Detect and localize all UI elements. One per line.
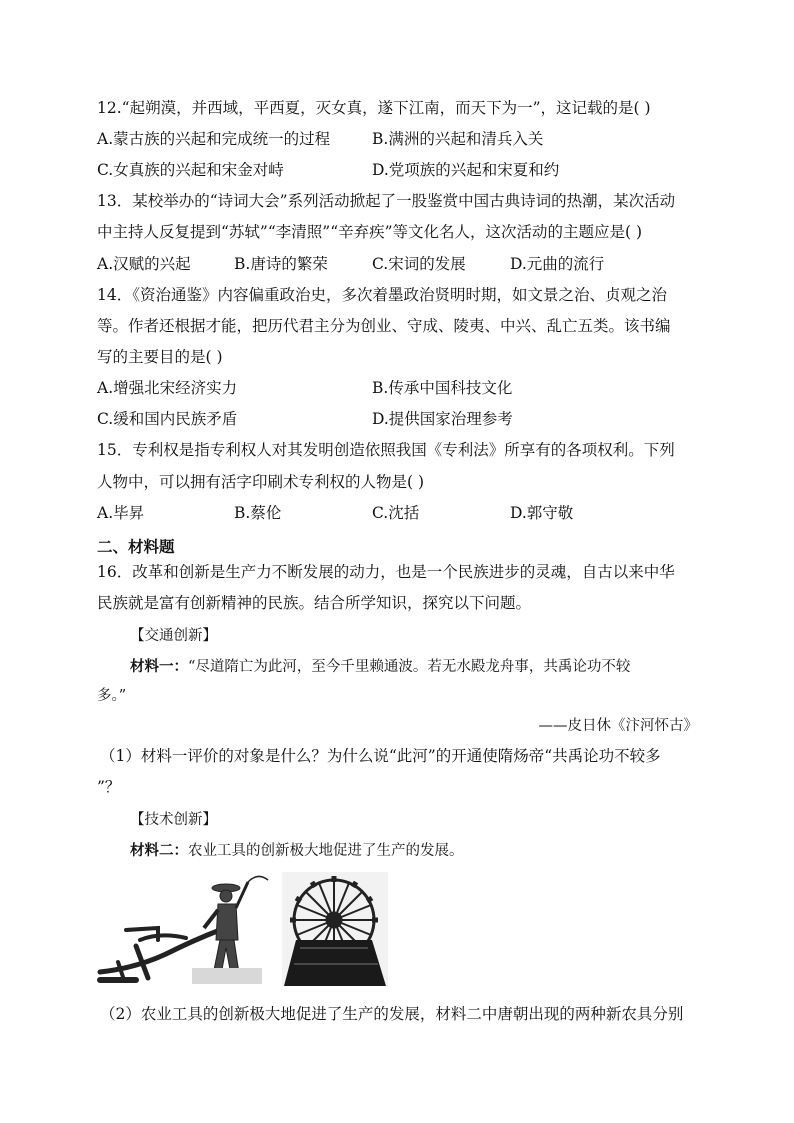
q12-option-b[interactable]: B.满洲的兴起和清兵入关 <box>372 130 544 148</box>
q13-option-a[interactable]: A.汉赋的兴起 <box>97 255 191 273</box>
material-one <box>130 657 630 677</box>
q14-option-b[interactable]: B.传承中国科技文化 <box>372 379 513 397</box>
material-one-text-line2: 多。” <box>97 688 127 704</box>
q14-option-a[interactable]: A.增强北宋经济实力 <box>97 379 238 397</box>
sub-question-2-line1: （2）农业工具的创新极大地促进了生产的发展，材料二中唐朝出现的两种新农具分别 <box>100 1005 684 1023</box>
q14-stem-line1: 14．《资治通鉴》内容偏重政治史，多次着墨政治贤明时期，如文景之治、贞观之治 <box>97 286 667 304</box>
q15-option-a[interactable]: A.毕昇 <box>97 504 145 522</box>
sub-question-1-line1: （1）材料一评价的对象是什么？为什么说“此河”的开通使隋炀帝“共禹论功不较多 <box>100 747 661 765</box>
q13-option-b[interactable]: B.唐诗的繁荣 <box>234 255 328 273</box>
farm-tools-illustration <box>96 868 388 990</box>
q16-stem-line1: 16．改革和创新是生产力不断发展的动力，也是一个民族进步的灵魂，自古以来中华 <box>97 563 675 581</box>
farmer-figure <box>204 876 268 980</box>
q12-stem: 12.“起朔漠，并西域，平西夏，灭女真，遂下江南，而天下为一”，这记载的是( ) <box>97 99 651 117</box>
material-heading-technology: 【技术创新】 <box>130 812 217 828</box>
q12-option-d[interactable]: D.党项族的兴起和宋夏和约 <box>372 161 560 179</box>
material-two-text: 农业工具的创新极大地促进了生产的发展。 <box>188 843 464 859</box>
material-one-label: 材料一： <box>130 658 188 675</box>
q12-option-a[interactable]: A.蒙古族的兴起和完成统一的过程 <box>97 130 331 148</box>
q13-option-c[interactable]: C.宋词的发展 <box>372 255 466 273</box>
field-ground <box>192 968 262 984</box>
q15-option-b[interactable]: B.蔡伦 <box>234 504 282 522</box>
q15-option-c[interactable]: C.沈括 <box>372 504 420 522</box>
section-title: 二、材料题 <box>97 537 175 556</box>
q14-stem-line3: 写的主要目的是( ) <box>97 348 223 366</box>
material-heading-transport: 【交通创新】 <box>130 628 217 644</box>
material-one-source: ——皮日休《汴河怀古》 <box>538 718 698 734</box>
q12-option-c[interactable]: C.女真族的兴起和宋金对峙 <box>97 161 284 179</box>
q13-option-d[interactable]: D.元曲的流行 <box>510 255 605 273</box>
q15-stem-line2: 人物中，可以拥有活字印刷术专利权的人物是( ) <box>97 473 425 491</box>
q14-option-c[interactable]: C.缓和国内民族矛盾 <box>97 410 238 428</box>
q15-stem-line1: 15．专利权是指专利权人对其发明创造依照我国《专利法》所享有的各项权利。下列 <box>97 441 675 459</box>
sub-question-1-line2: ”？ <box>97 778 121 796</box>
water-wheel-icon <box>282 872 388 986</box>
q14-option-d[interactable]: D.提供国家治理参考 <box>372 410 513 428</box>
q15-option-d[interactable]: D.郭守敬 <box>510 504 574 522</box>
q16-stem-line2: 民族就是富有创新精神的民族。结合所学知识，探究以下问题。 <box>97 594 532 612</box>
q14-stem-line2: 等。作者还根据才能，把历代君主分为创业、守成、陵夷、中兴、乱亡五类。该书编 <box>97 317 671 335</box>
q13-stem-line1: 13．某校举办的“诗词大会”系列活动掀起了一股鉴赏中国古典诗词的热潮，某次活动 <box>97 192 676 210</box>
q13-stem-line2: 中主持人反复提到“苏轼”“李清照”“辛弃疾”等文化名人，这次活动的主题应是( ) <box>97 223 643 241</box>
material-two-label: 材料二： <box>130 842 188 859</box>
farm-tools-figure <box>96 868 388 990</box>
material-one-text-line1: “尽道隋亡为此河，至今千里赖通波。若无水殿龙舟事，共禹论功不较 <box>188 659 631 675</box>
material-two <box>130 841 464 861</box>
